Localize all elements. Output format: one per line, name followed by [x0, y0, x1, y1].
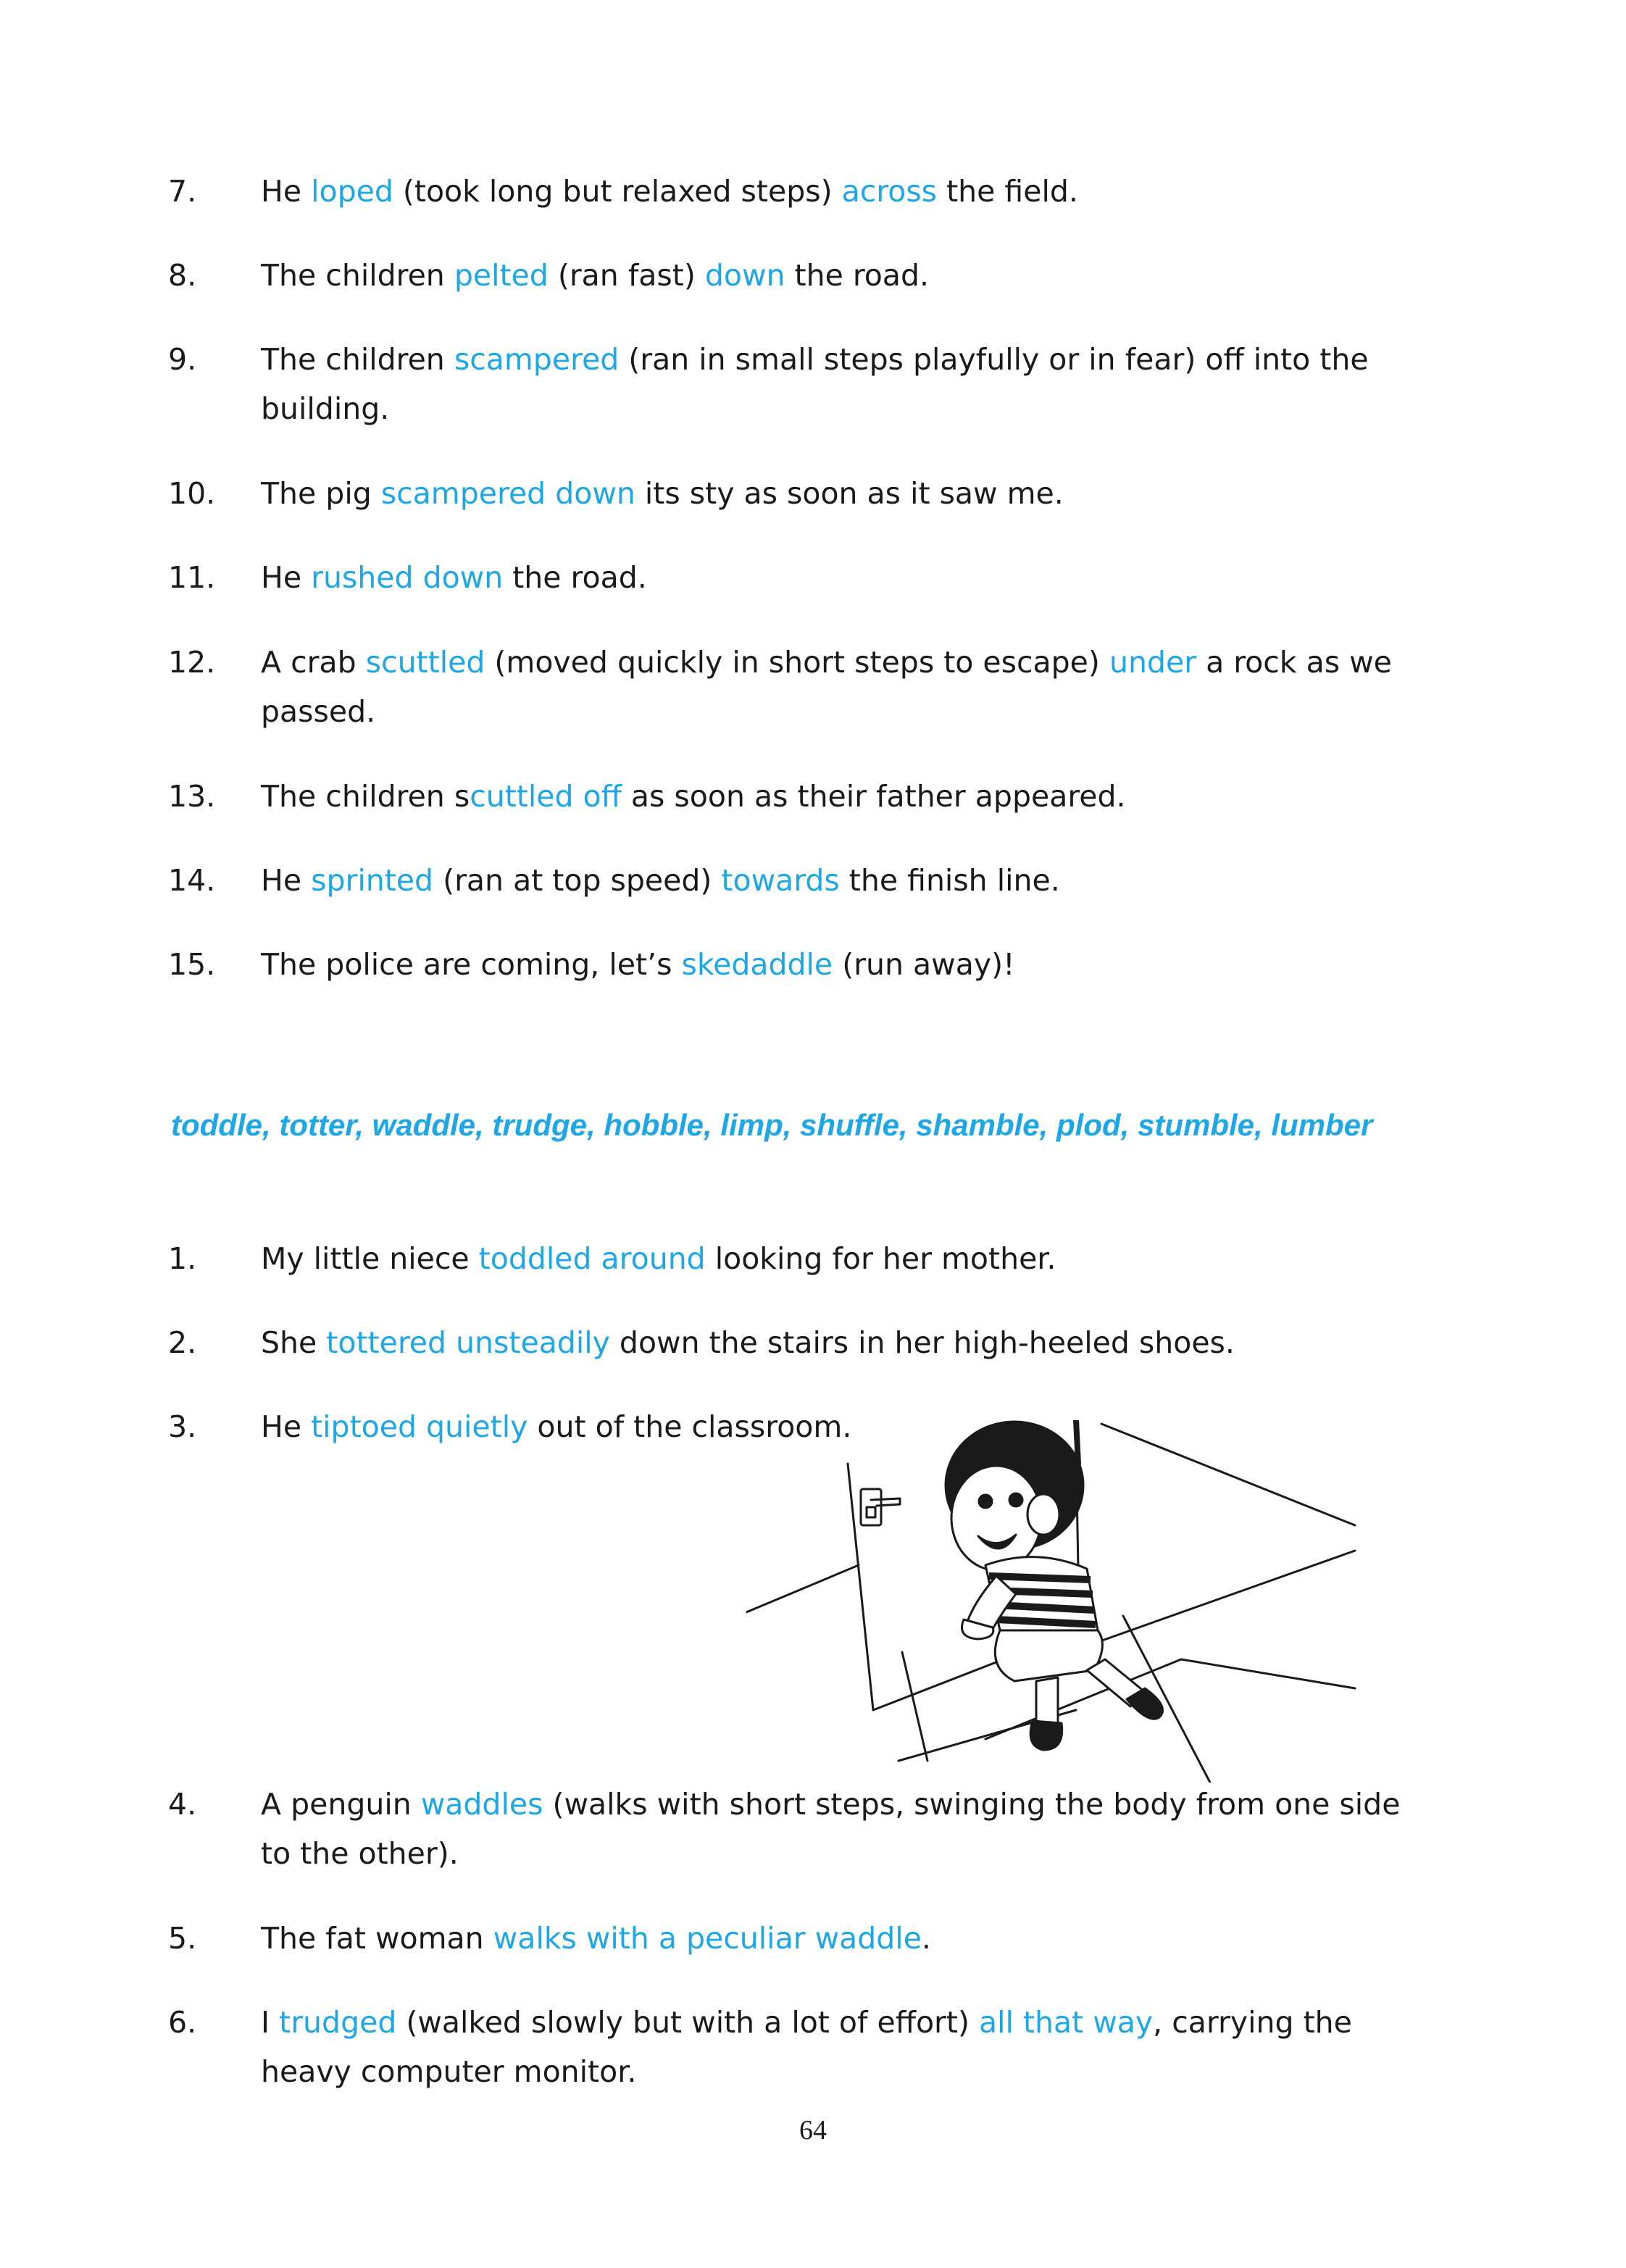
item-text	[261, 335, 1420, 433]
highlighted-phrase: down	[704, 258, 785, 293]
sentence-text: (walked slowly but with a lot of effort)	[396, 2005, 979, 2040]
item-number: 7.	[168, 174, 197, 209]
highlighted-phrase: all that way	[979, 2005, 1154, 2040]
boy-shoe	[1030, 1721, 1062, 1750]
item-text	[261, 638, 1420, 736]
item-number: 6.	[168, 2005, 197, 2040]
item-number: 4.	[168, 1787, 197, 1822]
item-text	[261, 1914, 1420, 1963]
item-number: 14.	[168, 863, 216, 898]
sentence-text: , carrying the heavy computer monitor.	[261, 2005, 1352, 2089]
highlighted-phrase: tottered unsteadily	[326, 1325, 610, 1360]
sentence-text: He	[261, 560, 312, 595]
item-text	[261, 772, 1420, 821]
highlighted-phrase: rushed down	[311, 560, 504, 595]
sentence-text: A penguin	[261, 1787, 421, 1822]
sentence-text: .	[921, 1921, 931, 1956]
item-number: 3.	[168, 1409, 197, 1444]
sentence-text: (took long but relaxed steps)	[393, 174, 842, 209]
item-text	[261, 1234, 1420, 1283]
highlighted-phrase: sprinted	[311, 863, 434, 898]
sentence-text: a rock as we passed.	[261, 645, 1392, 729]
sentence-text: (run away)!	[833, 947, 1015, 982]
sentence-text: (ran at top speed)	[433, 863, 722, 898]
item-number: 8.	[168, 258, 197, 293]
highlighted-phrase: cuttled off	[470, 779, 622, 814]
item-number: 15.	[168, 947, 216, 982]
sentence-text: down the stairs in her high-heeled shoes.	[609, 1325, 1235, 1360]
item-text	[261, 1318, 1420, 1367]
highlighted-phrase: waddles	[420, 1787, 543, 1822]
item-text	[261, 167, 1420, 216]
item-number: 5.	[168, 1921, 197, 1956]
sentence-text: the road.	[785, 258, 930, 293]
door-handle	[871, 1498, 900, 1506]
wall-line	[1080, 1551, 1355, 1648]
item-number: 10.	[168, 476, 216, 511]
sentence-text: The pig	[261, 476, 381, 511]
item-number: 9.	[168, 342, 197, 377]
sentence-text: (moved quickly in short steps to escape)	[485, 645, 1109, 680]
item-text	[261, 856, 1420, 905]
boy-shorts	[995, 1630, 1102, 1681]
item-number: 12.	[168, 645, 216, 680]
item-text	[261, 469, 1420, 518]
highlighted-phrase: pelted	[454, 258, 549, 293]
sentence-text: The children s	[261, 779, 470, 814]
page-number: 64	[799, 2115, 827, 2146]
boy	[946, 1422, 1163, 1750]
sentence-text: A crab	[261, 645, 366, 680]
sentence-text: He	[261, 174, 312, 209]
wall-line	[746, 1565, 859, 1612]
sentence-text: the finish line.	[839, 863, 1060, 898]
highlighted-phrase: across	[841, 174, 938, 209]
highlighted-phrase: under	[1109, 645, 1197, 680]
sentence-text: as soon as their father appeared.	[621, 779, 1126, 814]
section-heading: toddle, totter, waddle, trudge, hobble, limp, shuffle, shamble, plod, stumble, lumber	[171, 1108, 1373, 1142]
highlighted-phrase: trudged	[279, 2005, 397, 2040]
highlighted-phrase: skedaddle	[681, 947, 833, 982]
sentence-text: its sty as soon as it saw me.	[635, 476, 1064, 511]
boy-by-door-illustration	[746, 1420, 1369, 1783]
sentence-text: The children	[261, 342, 454, 377]
sentence-text: out of the classroom.	[528, 1409, 852, 1444]
wall-line	[1101, 1424, 1355, 1525]
sentence-text: My little niece	[261, 1241, 479, 1276]
item-text	[261, 940, 1420, 989]
floor-line	[902, 1652, 927, 1761]
item-number: 13.	[168, 779, 216, 814]
sentence-text: The police are coming, let’s	[261, 947, 682, 982]
highlighted-phrase: toddled around	[478, 1241, 706, 1276]
sentence-text: (walks with short steps, swinging the body from one side to the other).	[261, 1787, 1401, 1871]
sentence-text: the road.	[503, 560, 647, 595]
highlighted-phrase: scuttled	[365, 645, 485, 680]
item-text	[261, 1780, 1420, 1878]
item-text	[261, 251, 1420, 300]
highlighted-phrase: scampered	[454, 342, 620, 377]
sentence-text: She	[261, 1325, 327, 1360]
sentence-text: The fat woman	[261, 1921, 493, 1956]
sentence-text: (ran fast)	[548, 258, 705, 293]
item-text	[261, 1998, 1420, 2096]
item-number: 1.	[168, 1241, 197, 1276]
sentence-text: (ran in small steps playfully or in fear) off into the building.	[261, 342, 1369, 426]
item-number: 2.	[168, 1325, 197, 1360]
sentence-text: looking for her mother.	[705, 1241, 1056, 1276]
highlighted-phrase: scampered down	[380, 476, 635, 511]
floor-line	[873, 1659, 1004, 1710]
item-text	[261, 553, 1420, 602]
sentence-text: The children	[261, 258, 454, 293]
highlighted-phrase: walks with a peculiar waddle	[493, 1921, 922, 1956]
floor-line	[1181, 1659, 1355, 1688]
sentence-text: I	[261, 2005, 280, 2040]
highlighted-phrase: towards	[721, 863, 840, 898]
sentence-text: He	[261, 1409, 312, 1444]
item-number: 11.	[168, 560, 216, 595]
sentence-text: He	[261, 863, 312, 898]
sentence-text: the field.	[937, 174, 1078, 209]
highlighted-phrase: tiptoed quietly	[311, 1409, 528, 1444]
highlighted-phrase: loped	[311, 174, 393, 209]
